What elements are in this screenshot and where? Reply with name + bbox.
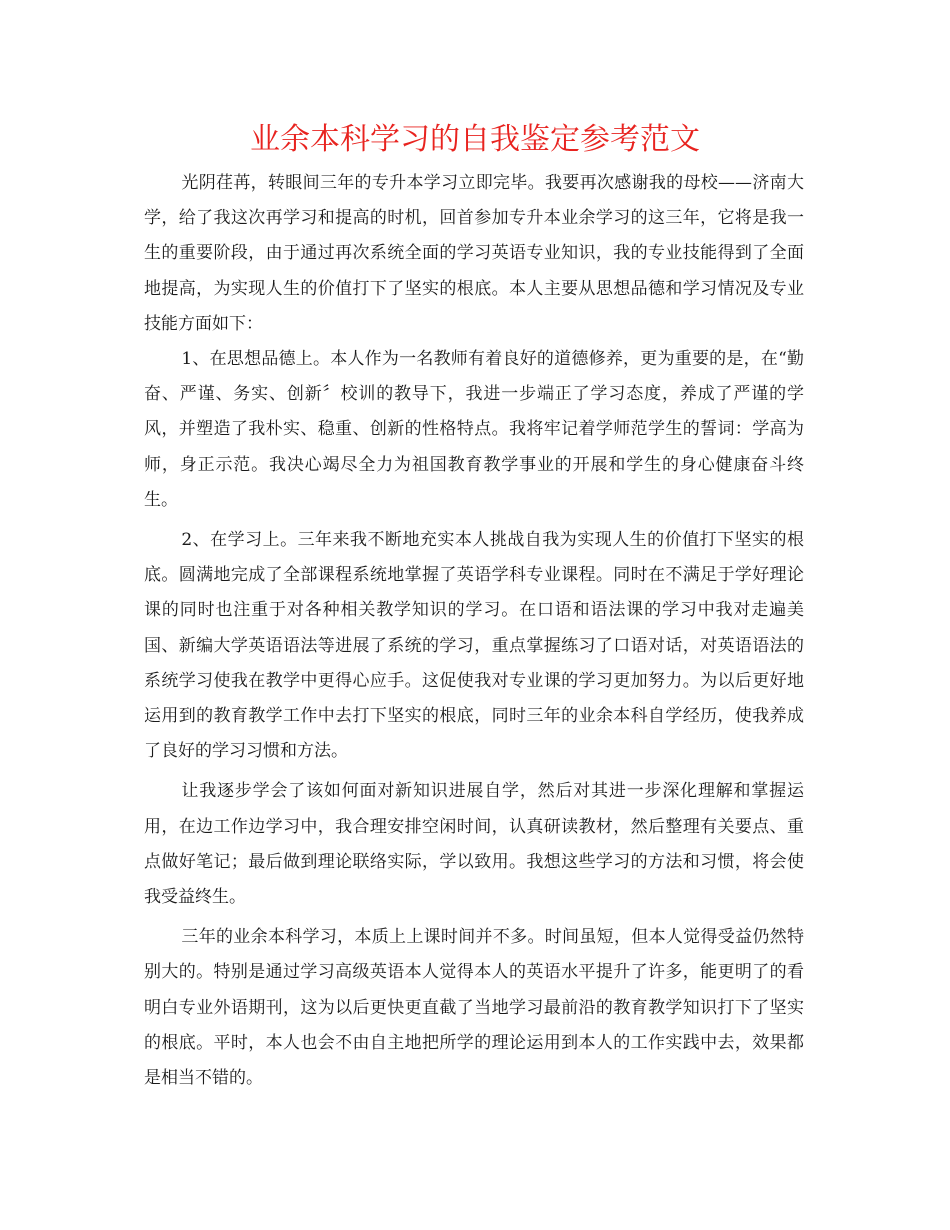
document-title: 业余本科学习的自我鉴定参考范文 [250, 122, 700, 157]
paragraph-intro: 光阴荏苒，转眼间三年的专升本学习立即完毕。我要再次感谢我的母校——济南大学，给了我这次再学习和提高的时机，回首参加专升本业余学习的这三年，它将是我一生的重要阶段，由于通过再次系统全面的学习英语专业知识，我的专业技能得到了全面地提高，为实现人生的价值打下了坚实的根底。本人主要从思想品德和学习情况及专业技能方面如下： [144, 173, 804, 334]
document-body [144, 166, 804, 1096]
paragraph-moral: 1、在思想品德上。本人作为一名教师有着良好的道德修养，更为重要的是，在“勤奋、严谨、务实、创新〞校训的教导下，我进一步端正了学习态度，养成了严谨的学风，并塑造了我朴实、稳重、创新的性格特点。我将牢记着学师范学生的誓词：学高为师，身正示范。我决心竭尽全力为祖国教育教学事业的开展和学生的身心健康奋斗终生。 [144, 349, 804, 510]
paragraph-self-study: 让我逐步学会了该如何面对新知识进展自学，然后对其进一步深化理解和掌握运用，在边工作边学习中，我合理安排空闲时间，认真研读教材，然后整理有关要点、重点做好笔记；最后做到理论联络实际，学以致用。我想这些学习的方法和习惯，将会使我受益终生。 [144, 781, 804, 908]
paragraph-study: 2、在学习上。三年来我不断地充实本人挑战自我为实现人生的价值打下坚实的根底。圆满地完成了全部课程系统地掌握了英语学科专业课程。同时在不满足于学好理论课的同时也注重于对各种相关教学知识的学习。在口语和语法课的学习中我对走遍美国、新编大学英语语法等进展了系统的学习，重点掌握练习了口语对话，对英语语法的系统学习使我在教学中更得心应手。这促使我对专业课的学习更加努力。为以后更好地运用到的教育教学工作中去打下坚实的根底，同时三年的业余本科自学经历，使我养成了良好的学习习惯和方法。 [144, 530, 804, 762]
paragraph-benefit: 三年的业余本科学习，本质上上课时间并不多。时间虽短，但本人觉得受益仍然特别大的。特别是通过学习高级英语本人觉得本人的英语水平提升了许多，能更明了的看明白专业外语期刊，这为以后更快更直截了当地学习最前沿的教育教学知识打下了坚实的根底。平时，本人也会不由自主地把所学的理论运用到本人的工作实践中去，效果都是相当不错的。 [144, 927, 804, 1089]
